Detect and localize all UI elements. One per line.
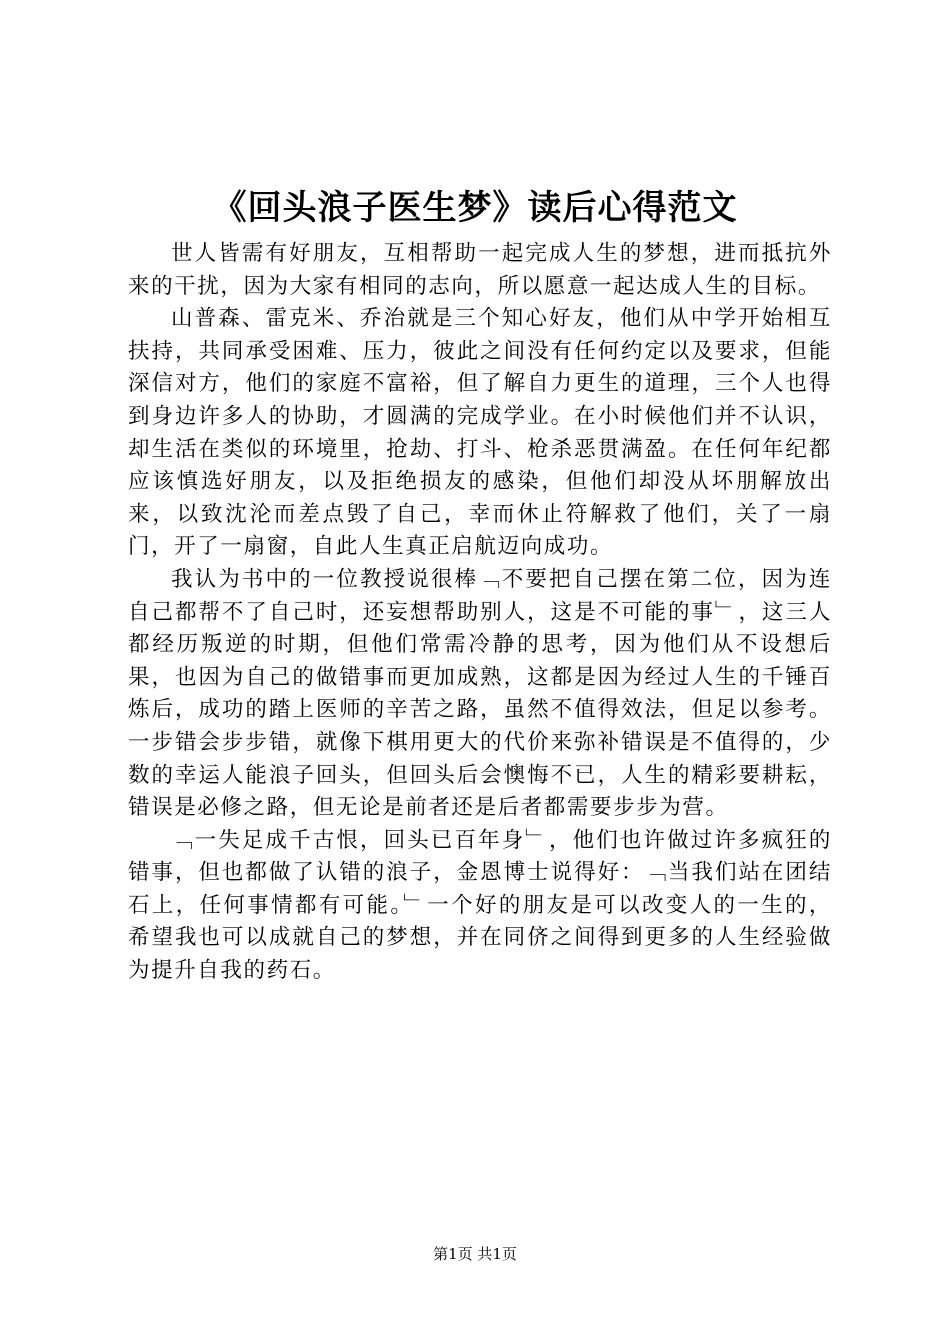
document-title: 《回头浪子医生梦》读后心得范文 (212, 188, 738, 228)
paragraph-2: 山普森、雷克米、乔治就是三个知心好友，他们从中学开始相互扶持，共同承受困难、压力，彼此之间没有任何约定以及要求，但能深信对方，他们的家庭不富裕，但了解自力更生的道理，三个人也得到身边许多人的协助，才圆满的完成学业。在小时候他们并不认识，却生活在类似的环境里，抢劫、打斗、枪杀恶贯满盈。在任何年纪都应该慎选好朋友，以及拒绝损友的感染，但他们却没从坏朋解放出来，以致沈沦而差点毁了自己，幸而休止符解救了他们，关了一扇门，开了一扇窗，自此人生真正启航迈向成功。 (128, 306, 832, 560)
paragraph-4: ﹁一失足成千古恨，回头已百年身﹂，他们也许做过许多疯狂的错事，但也都做了认错的浪子，金恩博士说得好：﹁当我们站在团结石上，任何事情都有可能。﹂一个好的朋友是可以改变人的一生的，希望我也可以成就自己的梦想，并在同侪之间得到更多的人生经验做为提升自我的药石。 (128, 827, 832, 984)
document-body (128, 238, 832, 988)
paragraph-3: 我认为书中的一位教授说很棒﹁不要把自己摆在第二位，因为连自己都帮不了自己时，还妄想帮助别人，这是不可能的事﹂，这三人都经历叛逆的时期，但他们常需冷静的思考，因为他们从不设想后果，也因为自己的做错事而更加成熟，这都是因为经过人生的千锤百炼后，成功的踏上医师的辛苦之路，虽然不值得效法，但足以参考。一步错会步步错，就像下棋用更大的代价来弥补错误是不值得的，少数的幸运人能浪子回头，但回头后会懊悔不已，人生的精彩要耕耘，错误是必修之路，但无论是前者还是后者都需要步步为营。 (128, 566, 832, 821)
page-footer: 第1页 共1页 (433, 1245, 517, 1263)
paragraph-1: 世人皆需有好朋友，互相帮助一起完成人生的梦想，进而抵抗外来的干扰，因为大家有相同的志向，所以愿意一起达成人生的目标。 (128, 241, 832, 299)
